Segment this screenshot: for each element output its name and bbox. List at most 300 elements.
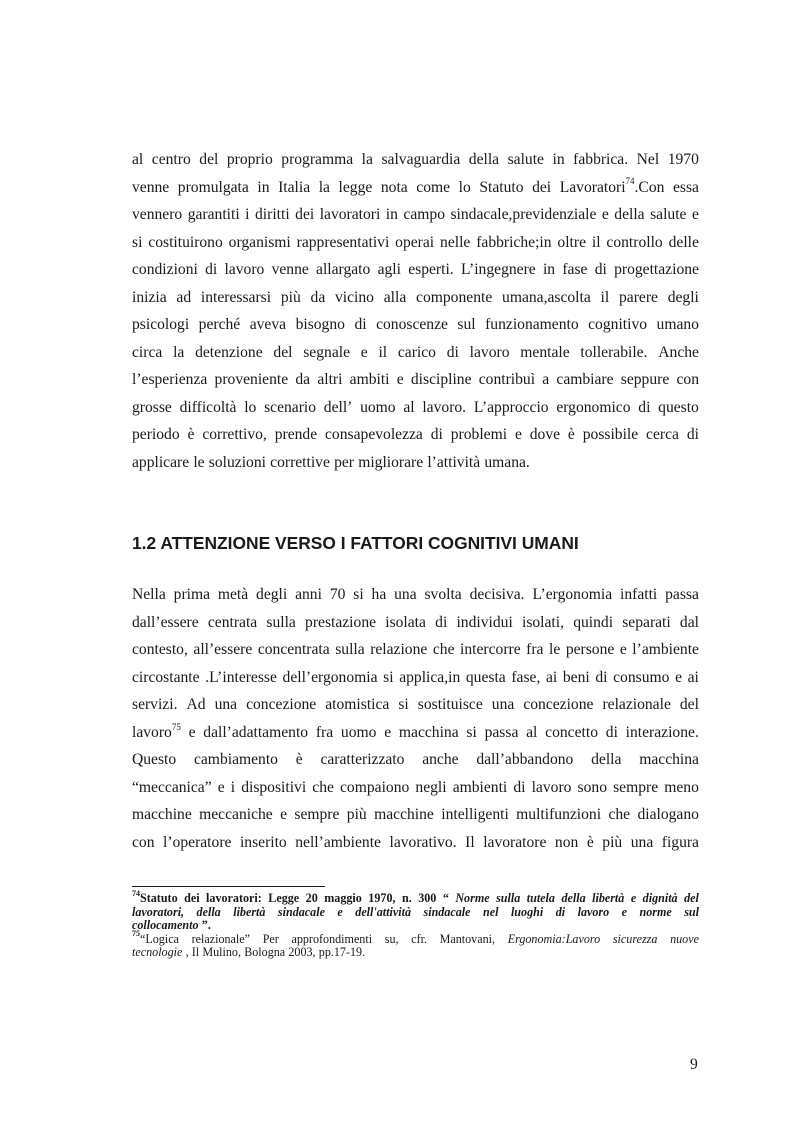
word: di xyxy=(435,613,448,631)
word: è xyxy=(295,751,303,769)
word: componente xyxy=(416,288,493,306)
word: dei xyxy=(184,891,200,905)
word: prende xyxy=(274,426,318,444)
word: e xyxy=(188,723,196,741)
word: mentale xyxy=(520,343,570,361)
word: maggio xyxy=(324,891,362,905)
word: di xyxy=(513,778,526,796)
word: del xyxy=(679,696,699,714)
word: nel xyxy=(483,904,499,919)
word: beni xyxy=(562,668,590,686)
word: correttivo, xyxy=(202,426,267,444)
word: 2003, xyxy=(288,945,316,959)
word: della xyxy=(614,206,645,224)
word: ambienti xyxy=(452,778,508,796)
word: .L’interesse xyxy=(205,668,277,686)
word: 300 xyxy=(418,891,437,905)
word: una xyxy=(491,696,515,714)
word: di xyxy=(205,261,218,279)
word: Legge xyxy=(268,891,300,905)
word: non xyxy=(554,833,579,851)
word: dialogano xyxy=(637,806,699,824)
word: ”. xyxy=(201,918,211,932)
word: è xyxy=(586,833,594,851)
word: diritti xyxy=(255,206,290,224)
word: passa xyxy=(665,586,699,603)
footnote-line xyxy=(132,919,699,933)
word: $^{74}$Statuto xyxy=(132,888,178,905)
word: applicare xyxy=(132,454,190,472)
word: oltre xyxy=(557,233,586,251)
word: Ad xyxy=(186,696,206,714)
word: organismi xyxy=(228,233,291,251)
word: in xyxy=(552,151,565,168)
word: i xyxy=(230,778,236,796)
word: infatti xyxy=(620,586,658,603)
text-line xyxy=(132,366,699,394)
word: sono xyxy=(577,778,607,796)
word: lavoro xyxy=(224,261,265,279)
word: controllo xyxy=(606,233,663,251)
word: Nel xyxy=(636,151,660,168)
word: il xyxy=(378,343,388,361)
word: grosse xyxy=(132,398,172,416)
word: degli xyxy=(256,586,288,603)
word: inizia xyxy=(132,288,167,306)
word: venne xyxy=(132,178,170,196)
word: degli xyxy=(667,288,699,306)
word: il xyxy=(591,233,601,251)
footnotes xyxy=(132,888,699,960)
word: lo xyxy=(244,398,257,416)
text-line xyxy=(132,829,699,857)
word: Statuto xyxy=(479,178,524,196)
word: salute xyxy=(507,151,544,168)
word: lavoro xyxy=(577,904,610,919)
word: ai xyxy=(687,668,699,686)
word: prestazione xyxy=(305,613,377,631)
text-line xyxy=(132,719,699,747)
word: Norme xyxy=(455,891,490,905)
word: lavoratore xyxy=(483,833,547,851)
word: in xyxy=(257,178,270,196)
word: si xyxy=(353,586,364,603)
word: compaiono xyxy=(340,778,410,796)
word: i xyxy=(245,206,250,224)
word: seppure xyxy=(620,371,670,389)
word: problemi xyxy=(450,426,508,444)
word: cambiare xyxy=(556,371,614,389)
word: Il xyxy=(465,833,475,851)
word: lavoro xyxy=(531,778,572,796)
word: 1970 xyxy=(667,151,699,168)
word: persone xyxy=(565,641,615,659)
word: in xyxy=(542,261,556,279)
word: approfondimenti xyxy=(291,931,373,946)
footnote-separator xyxy=(132,886,325,887)
word: una xyxy=(394,586,417,603)
word: intelligenti xyxy=(441,806,509,824)
word: fase, xyxy=(511,668,541,686)
word: sulla xyxy=(335,641,365,659)
word: funzionamento xyxy=(485,316,579,334)
word: atomistica xyxy=(325,696,390,714)
word: di xyxy=(638,398,651,416)
word: si xyxy=(383,668,394,686)
word: dei xyxy=(295,206,315,224)
word: e xyxy=(280,806,288,824)
word: all’essere xyxy=(193,641,253,659)
word: più xyxy=(346,806,367,824)
word: bisogno xyxy=(295,316,345,334)
text-line xyxy=(132,746,699,774)
word: lavoratori, xyxy=(132,904,185,919)
word: dall’essere xyxy=(132,613,199,631)
word: fra xyxy=(315,723,334,741)
word: ha xyxy=(371,586,387,603)
word: essa xyxy=(673,178,699,196)
word: è xyxy=(187,426,195,444)
text-line xyxy=(132,284,699,312)
word: è xyxy=(567,426,575,444)
text-line xyxy=(132,801,699,829)
word: contribuì xyxy=(478,371,536,389)
word: cerca xyxy=(646,426,679,444)
word: e xyxy=(337,904,343,919)
word: psicologi xyxy=(132,316,190,334)
word: pp.17-19. xyxy=(318,945,366,959)
word: “ xyxy=(442,891,449,905)
word: servizi. xyxy=(132,696,178,714)
text-line xyxy=(132,146,699,174)
word: ai xyxy=(545,668,558,686)
word: con xyxy=(132,833,155,851)
word: sindacale,previdenziale xyxy=(450,206,597,224)
word: rappresentativi xyxy=(296,233,390,251)
text-line xyxy=(132,449,699,477)
word: garantiti xyxy=(187,206,240,224)
word: che xyxy=(312,778,334,796)
word: Bologna xyxy=(244,945,286,959)
word: si xyxy=(132,233,143,251)
word: il xyxy=(600,288,610,306)
word: centrata xyxy=(207,613,258,631)
text-line xyxy=(132,256,699,284)
word: questo xyxy=(658,398,699,416)
word: norme xyxy=(639,904,672,919)
word: e xyxy=(691,206,699,224)
word: sul xyxy=(457,316,476,334)
word: sulla xyxy=(266,613,296,631)
word: soluzioni xyxy=(208,454,266,472)
word: di xyxy=(686,426,699,444)
word: anni xyxy=(295,586,322,603)
word: Per xyxy=(262,931,279,946)
word: al xyxy=(403,398,415,416)
word: sindacale xyxy=(277,904,325,919)
text-line xyxy=(132,394,699,422)
text-line xyxy=(132,229,699,257)
word: macchina xyxy=(398,723,459,741)
word: meno xyxy=(664,778,699,796)
word: l’ambiente xyxy=(632,641,699,659)
word: di xyxy=(594,261,607,279)
word: concezione xyxy=(523,696,594,714)
word: allargato xyxy=(316,261,371,279)
word: condizioni xyxy=(132,261,198,279)
word: vicino xyxy=(335,288,374,306)
word: Anche xyxy=(658,343,699,361)
word: al xyxy=(526,723,538,741)
word: consapevolezza xyxy=(325,426,423,444)
paragraph-2 xyxy=(132,581,699,856)
word: umano xyxy=(656,316,699,334)
text-line xyxy=(132,664,699,692)
word: la xyxy=(318,178,330,196)
text-line xyxy=(132,174,699,202)
word: del xyxy=(273,343,293,361)
word: collocamento xyxy=(132,918,199,932)
text-line xyxy=(132,636,699,664)
word: scenario xyxy=(264,398,317,416)
word: conoscenze xyxy=(376,316,448,334)
word: ergonomico xyxy=(556,398,631,416)
word: difficoltà xyxy=(179,398,237,416)
word: relazionale xyxy=(602,696,671,714)
word: dei xyxy=(532,178,552,196)
word: vennero xyxy=(132,206,183,224)
word: una xyxy=(214,696,238,714)
word: salute xyxy=(650,206,687,224)
word: Lavoratori$^{74}$.Con xyxy=(559,176,665,196)
word: correttive xyxy=(270,454,330,472)
word: per xyxy=(334,454,355,472)
word: possibile xyxy=(582,426,639,444)
word: e xyxy=(217,778,225,796)
word: dispositivi xyxy=(241,778,307,796)
word: una xyxy=(630,833,654,851)
word: sicurezza xyxy=(612,931,658,946)
text-line xyxy=(132,311,699,339)
word: negli xyxy=(415,778,447,796)
word: Questo xyxy=(132,751,177,769)
word: Il xyxy=(191,945,200,959)
text-line xyxy=(132,609,699,637)
word: macchine xyxy=(374,806,434,824)
word: di xyxy=(446,343,459,361)
word: delle xyxy=(668,233,699,251)
word: della xyxy=(591,751,622,769)
word: nelle xyxy=(440,233,471,251)
word: dove xyxy=(529,426,561,444)
word: a xyxy=(542,371,550,389)
word: del xyxy=(684,891,699,905)
text-line xyxy=(132,691,699,719)
word: fra xyxy=(526,641,544,659)
word: contesto, xyxy=(132,641,188,659)
word: si xyxy=(466,723,477,741)
word: quindi xyxy=(573,613,614,631)
word: proprio xyxy=(226,151,273,168)
word: della xyxy=(468,151,500,168)
word: salvaguardia xyxy=(381,151,461,168)
word: cognitivo xyxy=(588,316,648,334)
word: della xyxy=(561,891,586,905)
word: dell’ergonomia xyxy=(282,668,378,686)
word: relazionale” xyxy=(191,931,251,946)
word: fabbriche;in xyxy=(476,233,552,251)
word: tecnologie xyxy=(132,945,183,959)
paragraph-1 xyxy=(132,146,699,477)
word: di xyxy=(595,668,608,686)
word: lavoro xyxy=(469,343,510,361)
footnote-ref: 74 xyxy=(625,176,635,187)
word: ambiti xyxy=(349,371,390,389)
word: separati xyxy=(622,613,671,631)
word: concetto xyxy=(545,723,598,741)
word: isolata xyxy=(385,613,426,631)
word: lavoratori xyxy=(319,206,381,224)
word: Mulino, xyxy=(202,945,241,959)
footnote-line xyxy=(132,906,699,920)
word: dignità xyxy=(642,891,678,905)
word: circa xyxy=(132,343,163,361)
word: Mantovani, xyxy=(439,931,496,946)
word: di xyxy=(430,426,443,444)
word: consumo xyxy=(613,668,670,686)
word: dell'attività xyxy=(355,904,412,919)
word: svolta xyxy=(424,586,462,603)
word: dal xyxy=(679,613,699,631)
word: e xyxy=(621,904,627,919)
word: del xyxy=(199,151,219,168)
word: fabbrica. xyxy=(573,151,629,168)
word: libertà xyxy=(233,904,266,919)
section-heading: 1.2 ATTENZIONE VERSO I FATTORI COGNITIVI UMANI xyxy=(132,533,579,553)
word: le xyxy=(193,454,205,472)
word: fase xyxy=(562,261,588,279)
word: uomo xyxy=(360,398,396,416)
word: l’operatore xyxy=(163,833,232,851)
word: dall’adattamento xyxy=(203,723,309,741)
word: nuove xyxy=(670,931,699,946)
word: interazione. xyxy=(625,723,699,741)
word: L’ingegnere xyxy=(460,261,536,279)
word: sempre xyxy=(613,778,659,796)
footnote-ref: 75 xyxy=(171,721,181,732)
footnote-line xyxy=(132,946,699,960)
word: tutela xyxy=(526,891,555,905)
word: circostante xyxy=(132,668,200,686)
word: si xyxy=(398,696,409,714)
word: costituirono xyxy=(148,233,223,251)
text-line xyxy=(132,339,699,367)
word: programma xyxy=(281,151,354,168)
word: di xyxy=(555,904,566,919)
word: proveniente xyxy=(214,371,289,389)
word: dell’ xyxy=(323,398,353,416)
word: lavoro$^{75}$ xyxy=(132,721,181,741)
word: nell’ambiente xyxy=(295,833,381,851)
word: applica,in xyxy=(399,668,461,686)
word: operai xyxy=(395,233,435,251)
word: macchina xyxy=(639,751,699,769)
word: l’esperienza xyxy=(132,371,208,389)
word: lavoro. xyxy=(422,398,467,416)
text-line xyxy=(132,581,699,609)
word: L’approccio xyxy=(473,398,549,416)
word: metà xyxy=(217,586,249,603)
word: dall’abbandono xyxy=(476,751,574,769)
word: lavoratori: xyxy=(206,891,262,905)
text-line xyxy=(132,774,699,802)
word: progettazione xyxy=(614,261,699,279)
word: e xyxy=(619,641,627,659)
word: 1970, xyxy=(368,891,396,905)
word: 70 xyxy=(329,586,346,603)
word: parere xyxy=(618,288,658,306)
word: libertà xyxy=(592,891,625,905)
word: alla xyxy=(383,288,407,306)
word: lavorativo. xyxy=(389,833,457,851)
word: la xyxy=(361,151,373,168)
word: e xyxy=(601,206,609,224)
word: che xyxy=(608,806,631,824)
word: agli xyxy=(377,261,401,279)
word: più xyxy=(280,288,301,306)
word: tollerabile. xyxy=(580,343,648,361)
word: esperti. xyxy=(408,261,454,279)
word: umana. xyxy=(484,454,530,472)
word: di xyxy=(354,316,367,334)
word: interessarsi xyxy=(200,288,272,306)
word: aveva xyxy=(249,316,287,334)
word: luoghi xyxy=(510,904,544,919)
word: passa xyxy=(484,723,519,741)
word: Ergonomia:Lavoro xyxy=(507,931,601,946)
word: su, xyxy=(384,931,399,946)
word: L’ergonomia xyxy=(532,586,613,603)
word: concentrata xyxy=(257,641,330,659)
word: la xyxy=(173,343,185,361)
word: prima xyxy=(173,586,211,603)
word: con xyxy=(676,371,699,389)
word: “meccanica” xyxy=(132,778,212,796)
word: concezione xyxy=(246,696,317,714)
word: più xyxy=(602,833,623,851)
word: , xyxy=(185,945,189,959)
word: e xyxy=(630,891,637,905)
word: migliorare xyxy=(358,454,424,472)
word: Italia xyxy=(278,178,311,196)
word: sulla xyxy=(496,891,521,905)
word: e xyxy=(396,371,404,389)
word: altri xyxy=(317,371,343,389)
word: multifunzioni xyxy=(516,806,602,824)
word: e xyxy=(675,668,682,686)
word: sempre xyxy=(294,806,340,824)
word: nota xyxy=(380,178,408,196)
footnote-line xyxy=(132,929,699,947)
word: anche xyxy=(422,751,459,769)
word: periodo xyxy=(132,426,180,444)
word: individui xyxy=(456,613,513,631)
word: promulgata xyxy=(177,178,249,196)
word: da xyxy=(310,288,326,306)
word: lo xyxy=(458,178,471,196)
word: campo xyxy=(403,206,445,224)
word: venne xyxy=(271,261,309,279)
